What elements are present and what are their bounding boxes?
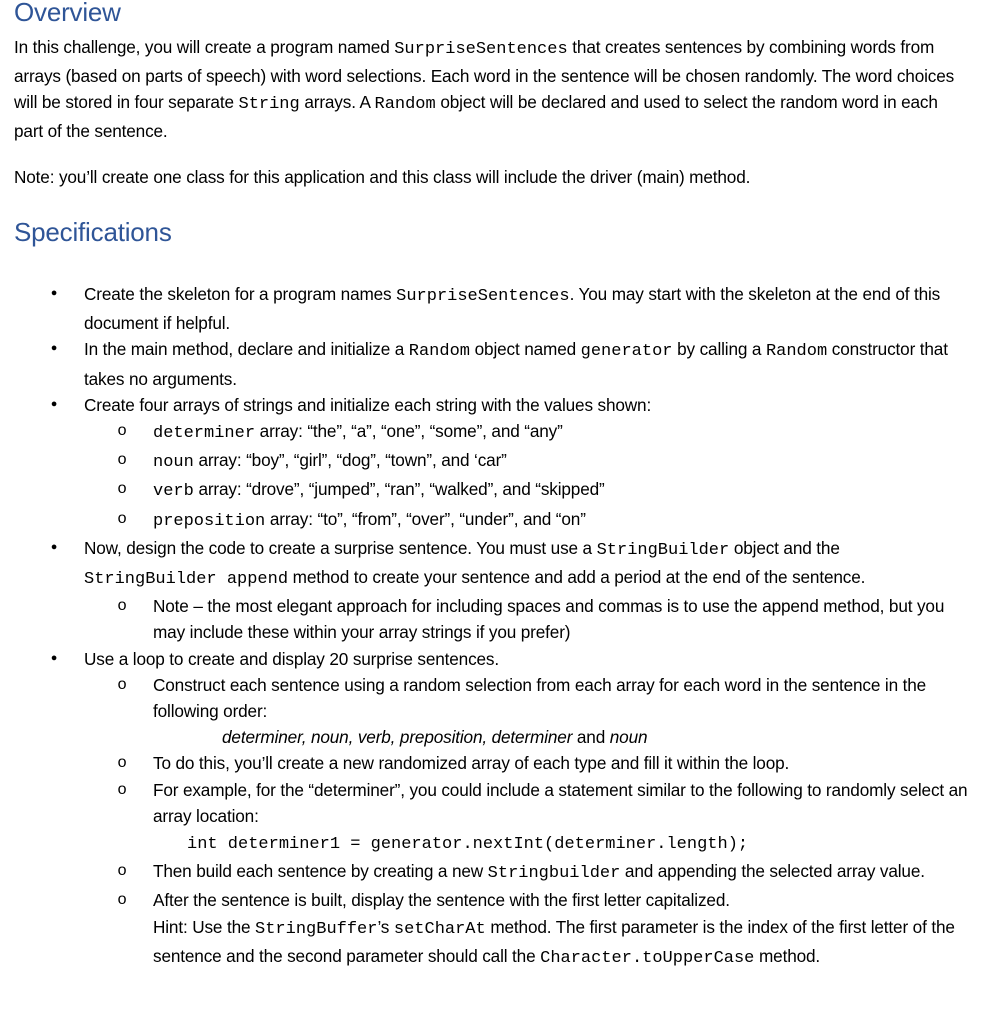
text: Construct each sentence using a random selection from each array for each word in the sentence in the following order: [153, 674, 927, 722]
text: object named [470, 339, 581, 360]
code-array-name: noun [153, 453, 194, 473]
text: constructor that takes no arguments. [84, 339, 948, 389]
code-character: Character. [540, 948, 643, 968]
sub-list-item [14, 672, 974, 724]
text: ’s [377, 916, 394, 937]
text: For example, for the “determiner”, you could include a statement similar to the following to randomly select an array location: [153, 779, 968, 826]
text: object will be declared and used to select the random word in each part of the sentence. [14, 92, 938, 141]
specifications-heading: Specifications [14, 217, 172, 247]
text: by calling a [672, 339, 766, 360]
code-array-name: verb [153, 482, 194, 502]
sub-list-item [14, 593, 974, 645]
sub-list-item [14, 750, 974, 776]
code-stringbuffer: StringBuffer [255, 919, 378, 939]
bullet-icon [44, 646, 64, 673]
text: . You may start with the skeleton at the end of this document if helpful. [84, 284, 941, 334]
sub-list-item [14, 418, 974, 447]
bullet-icon [44, 392, 64, 419]
text: array: “to”, “from”, “over”, “under”, and “on” [265, 508, 586, 529]
text: To do this, you’ll create a new randomized array of each type and fill it within the loop. [153, 753, 790, 774]
word-order-line [14, 724, 974, 750]
circle-bullet-icon [112, 418, 132, 444]
circle-bullet-icon [112, 672, 132, 698]
text: In this challenge, you will create a program named [14, 37, 395, 57]
circle-bullet-icon [112, 593, 132, 619]
text: object and the [729, 537, 840, 558]
code-array-name: determiner [153, 424, 256, 444]
code-setcharat: setCharAt [393, 919, 486, 939]
code-random: Random [374, 95, 436, 114]
sub-list-item [14, 858, 974, 887]
overview-heading: Overview [14, 0, 121, 27]
circle-bullet-icon [112, 447, 132, 473]
circle-bullet-icon [112, 476, 132, 502]
word-order-last: noun [609, 727, 648, 748]
code-touppercase: toUpperCase [642, 948, 755, 968]
sub-list-item [14, 476, 974, 505]
text: Now, design the code to create a surprise sentence. You must use a [84, 537, 597, 558]
specifications-list [14, 281, 974, 972]
circle-bullet-icon [112, 750, 132, 776]
text: Hint: Use the [153, 916, 256, 937]
overview-note: Note: you’ll create one class for this application and this class will include the driver (main) method. [14, 167, 751, 187]
code-example: int determiner1 = generator.nextInt(determiner.length); [187, 835, 749, 855]
text: After the sentence is built, display the sentence with the first letter capitalized. [153, 890, 730, 911]
text: array: “boy”, “girl”, “dog”, “town”, and ‘car” [193, 450, 507, 471]
sub-list-item [14, 777, 974, 829]
sub-list-item [14, 447, 974, 476]
code-example-line [14, 829, 974, 858]
circle-bullet-icon [112, 506, 132, 532]
text: array: “drove”, “jumped”, “ran”, “walked”, and “skipped” [193, 479, 605, 500]
text: Create four arrays of strings and initialize each string with the values shown: [84, 394, 652, 415]
sub-list-item [14, 506, 974, 535]
list-item [14, 392, 974, 418]
text: method. [754, 945, 821, 966]
text: and [572, 727, 610, 748]
code-random: Random [408, 342, 470, 362]
text: method. The first parameter is the index of the first letter of the sentence and the second parameter should call the [153, 916, 955, 966]
code-stringbuilder-append: StringBuilder append [84, 570, 289, 590]
text: Note – the most elegant approach for including spaces and commas is to use the append method, but you may include these within your array strings if you prefer) [153, 596, 945, 643]
code-stringbuilder: StringBuilder [596, 540, 730, 560]
circle-bullet-icon [112, 777, 132, 803]
text: Create the skeleton for a program names [84, 284, 397, 304]
code-class-name: SurpriseSentences [396, 287, 570, 306]
overview-paragraph [14, 34, 964, 144]
bullet-icon [44, 535, 64, 562]
text: method to create your sentence and add a period at the end of the sentence. [288, 567, 866, 588]
text: Use a loop to create and display 20 surprise sentences. [84, 648, 500, 669]
code-class-name: SurpriseSentences [394, 40, 568, 59]
code-array-name: preposition [153, 511, 266, 531]
sub-list-item [14, 887, 974, 972]
bullet-icon [44, 336, 64, 363]
code-stringbuilder: Stringbuilder [487, 864, 621, 884]
text: array: “the”, “a”, “one”, “some”, and “any” [255, 421, 563, 442]
list-item [14, 281, 974, 336]
list-item [14, 646, 974, 672]
code-generator: generator [580, 342, 673, 362]
bullet-icon [44, 281, 64, 308]
text: arrays. A [299, 92, 375, 112]
text: that creates sentences by combining words from arrays (based on parts of speech) with word selections. Each word in the sentence will be chosen randomly. The word choices will be stored in four separate [14, 37, 955, 112]
text: Then build each sentence by creating a new [153, 861, 488, 882]
code-string: String [238, 95, 300, 114]
list-item [14, 535, 974, 593]
circle-bullet-icon [112, 858, 132, 884]
code-random: Random [765, 342, 828, 362]
word-order: determiner, noun, verb, preposition, determiner [222, 727, 573, 748]
text: and appending the selected array value. [620, 861, 925, 882]
circle-bullet-icon [112, 887, 132, 913]
list-item [14, 336, 974, 391]
text: In the main method, declare and initialize a [84, 339, 409, 360]
